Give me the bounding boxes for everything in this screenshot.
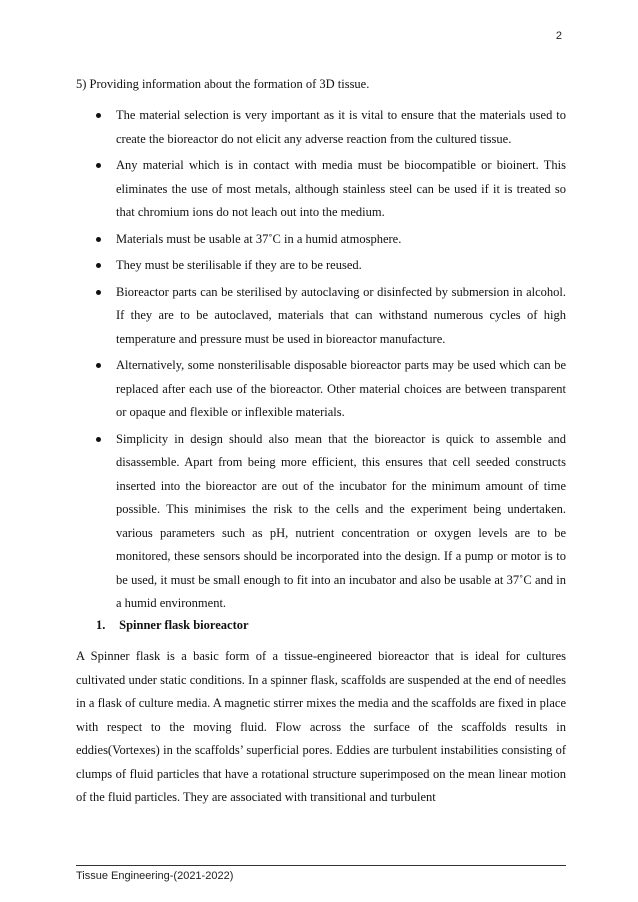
list-item xyxy=(76,104,566,151)
section-paragraph: A Spinner flask is a basic form of a tissue-engineered bioreactor that is ideal for cultures cultivated under static conditions. In a spinner flask, scaffolds are suspended at the end of needles in a flask of culture media. A magnetic stirrer mixes the media and the scaffolds are fixed in place with respect to the moving fluid. Flow across the surface of the scaffolds results in eddies(Vortexes) in the scaffolds’ superficial pores. Eddies are turbulent instabilities consisting of clumps of fluid particles that have a rotational structure superimposed on the mean linear motion of the fluid particles. They are associated with transitional and turbulent xyxy=(76,649,566,804)
footer-divider xyxy=(76,865,566,866)
list-item-text: Simplicity in design should also mean that the bioreactor is quick to assemble and disassemble. Apart from being more efficient, this ensures that cell seeded constructs inserted into the bioreactor are out of the incubator for the minimum amount of time possible. This minimises the risk to the cells and the experiment being undertaken. various parameters such as pH, nutrient concentration or oxygen levels are to be monitored, these sensors should be incorporated into the design. If a pump or motor is to be used, it must be small enough to fit into an incubator and also be usable at 37˚C and in a humid environment. xyxy=(116,431,566,610)
section-title: Spinner flask bioreactor xyxy=(119,618,249,632)
list-item-text: Alternatively, some nonsterilisable disposable bioreactor parts may be used which can be replaced after each use of the bioreactor. Other material choices are between transparent or opaque and flexible or inflexible materials. xyxy=(116,358,566,419)
bullet-icon xyxy=(96,113,101,118)
list-item xyxy=(76,228,566,252)
list-item xyxy=(76,428,566,616)
list-item-text: Any material which is in contact with media must be biocompatible or bioinert. This eliminates the use of most metals, although stainless steel can be used if it is treated so that chromium ions do not leach out into the medium. xyxy=(116,158,566,219)
footer-text: Tissue Engineering-(2021-2022) xyxy=(76,870,234,882)
list-item xyxy=(76,354,566,425)
list-item-text: Materials must be usable at 37˚C in a humid atmosphere. xyxy=(116,231,402,246)
intro-line: 5) Providing information about the formation of 3D tissue. xyxy=(76,77,370,91)
bullet-icon xyxy=(96,237,101,242)
list-item-text: The material selection is very important as it is vital to ensure that the materials used to create the bioreactor do not elicit any adverse reaction from the cultured tissue. xyxy=(116,108,566,146)
section-heading xyxy=(96,618,249,633)
requirements-list xyxy=(76,104,566,619)
page-number: 2 xyxy=(555,30,562,42)
bullet-icon xyxy=(96,437,101,442)
list-item-text: Bioreactor parts can be sterilised by autoclaving or disinfected by submersion in alcohol. If they are to be autoclaved, materials that can withstand numerous cycles of high temperature and pressure must be used in bioreactor manufacture. xyxy=(116,284,566,346)
bullet-icon xyxy=(96,263,101,268)
list-item xyxy=(76,254,566,278)
section-number: 1. xyxy=(96,618,106,632)
list-item xyxy=(76,154,566,225)
bullet-icon xyxy=(96,290,101,295)
bullet-icon xyxy=(96,363,101,368)
list-item-text: They must be sterilisable if they are to be reused. xyxy=(116,258,362,272)
list-item xyxy=(76,281,566,352)
bullet-icon xyxy=(96,163,101,168)
